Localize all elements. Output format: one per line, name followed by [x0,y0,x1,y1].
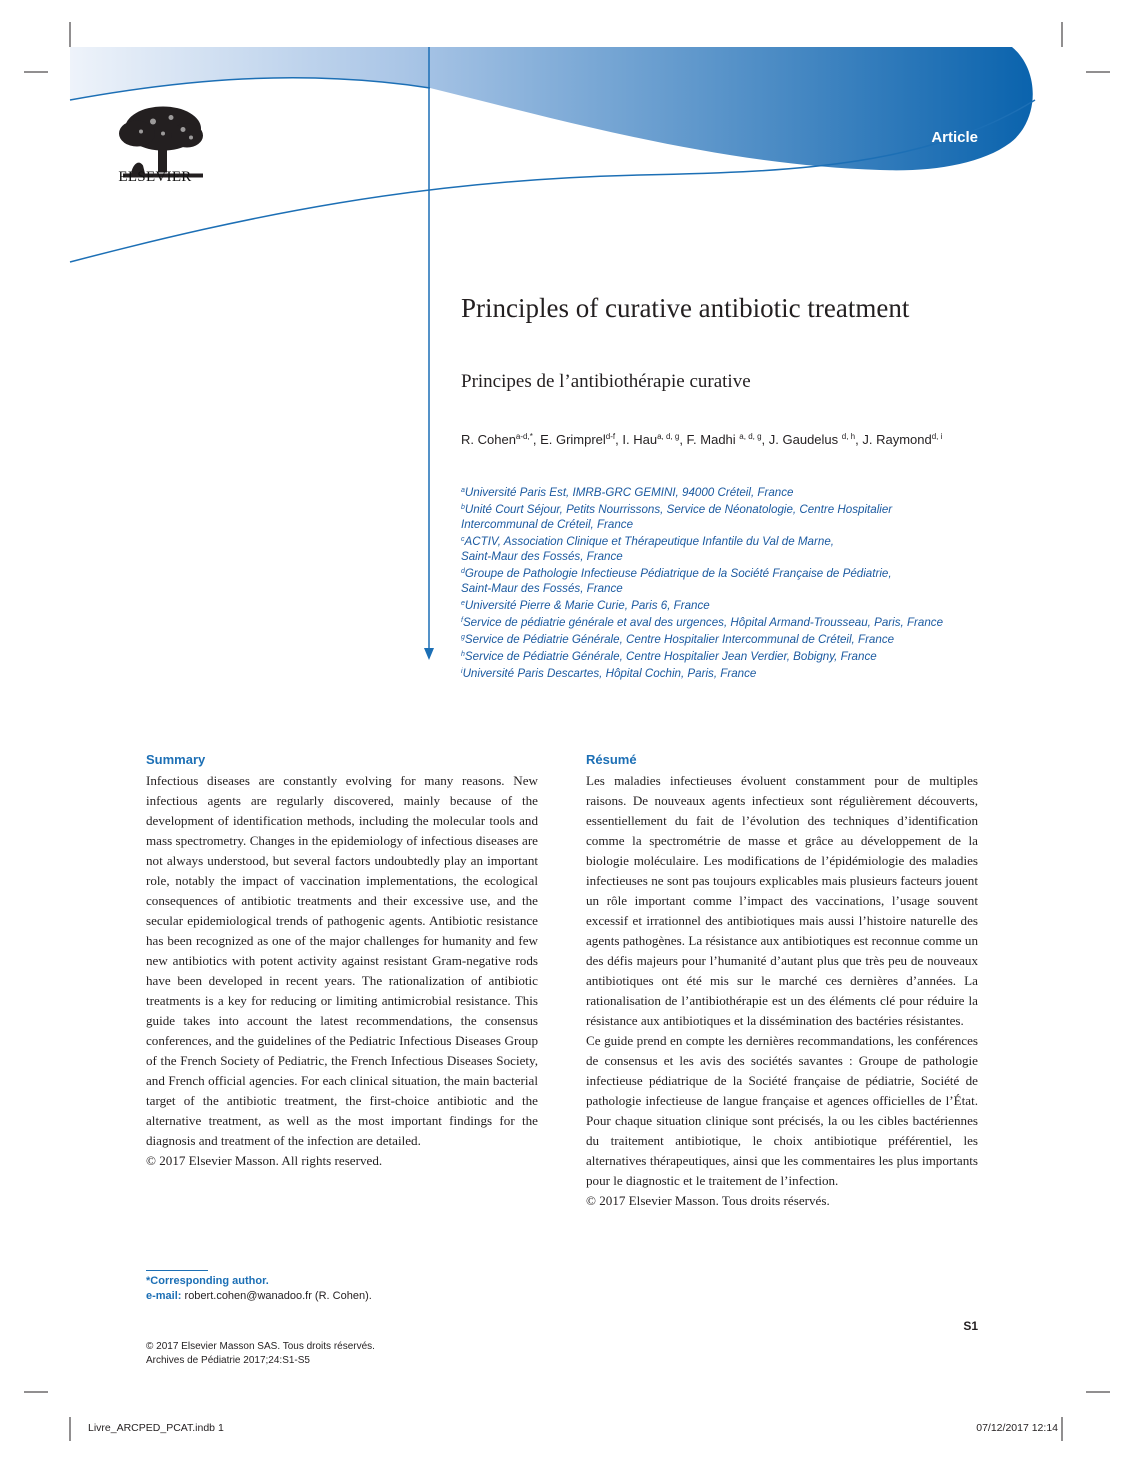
affiliation-line [461,647,1021,664]
page-number: S1 [963,1319,978,1333]
affiliation-text: Service de Pédiatrie Générale, Centre Hospitalier Jean Verdier, Bobigny, France [464,650,877,663]
print-slug-file: Livre_ARCPED_PCAT.indb 1 [88,1422,224,1434]
author-affiliation-marker: d, h [841,432,856,441]
affiliation-text: Université Pierre & Marie Curie, Paris 6, France [464,599,710,612]
author-separator: , [855,432,863,447]
author-name: J. Raymond [862,432,932,447]
header-band [70,47,1033,170]
author-name: F. Madhi [686,432,740,447]
affiliation-text: Service de Pédiatrie Générale, Centre Hospitalier Intercommunal de Créteil, France [464,633,895,646]
print-slug-date: 07/12/2017 12:14 [976,1422,1058,1434]
affiliation-marker: f [461,617,463,624]
affiliation-line [461,500,1021,517]
email-note [146,1290,372,1302]
affiliation-marker: c [461,536,465,543]
affiliation-marker: a [461,487,465,494]
author-separator: , [532,432,541,447]
author-name: R. Cohen [461,432,516,447]
article-subtitle: Principes de l’antibiothérapie curative [461,371,751,392]
affiliation-line [461,630,1021,647]
affiliation-marker: h [461,651,465,658]
arrow-head [424,648,434,660]
affiliation-marker: d [461,568,465,575]
author-affiliation-marker: a, d, g [657,432,680,441]
author-name: E. Grimprel [540,432,606,447]
resume-heading: Résumé [586,752,637,767]
author-list [461,432,1101,447]
resume-copyright: © 2017 Elsevier Masson. Tous droits réservés. [586,1193,830,1208]
affiliation-text: Service de pédiatrie générale et aval des urgences, Hôpital Armand-Trousseau, Paris, France [462,616,944,629]
author-separator: , [761,432,769,447]
author-separator: , [615,432,623,447]
footnote-rule [146,1270,208,1271]
summary-paragraph: Infectious diseases are constantly evolving for many reasons. New infectious agents are regularly discovered, mainly because of the development of identification methods, including the molecular tools and mass spectrometry. Changes in the epidemiology of infectious diseases are not always understood, but several factors undoubtedly play an important role, notably the impact of vaccination implementations, the ecological consequences of antibiotic treatments and their excessive use, and the secular epidemiological trends of pathogenic agents. Antibiotic resistance has been recognized as one of the major challenges for humanity and few new antibiotics with potent activity against resistant Gram-negative rods have been developed in recent years. The rationalization of antibiotic treatments is a key for reducing or limiting antimicrobial resistance. This guide takes into account the latest recommendations, the consensus conferences, and the guidelines of the Pediatric Infectious Diseases Group of the French Society of Pediatric, the French Infectious Diseases Society, and French official agencies. For each clinical situation, the main bacterial target of the antibiotic treatment, the first-choice antibiotic and the alternative treatment, as well as the most important findings for the diagnosis and treatment of the infection are detailed. [146,773,538,1148]
author-separator: , [679,432,687,447]
article-title: Principles of curative antibiotic treatment [461,293,910,323]
affiliation-line [461,581,1021,596]
affiliation-list [461,483,1021,681]
affiliation-text: ACTIV, Association Clinique et Thérapeutique Infantile du Val de Marne, [464,535,834,548]
affiliation-line [461,613,1021,630]
affiliation-text: Saint-Maur des Fossés, France [461,550,623,563]
summary-body [146,771,538,1171]
summary-copyright: © 2017 Elsevier Masson. All rights reserved. [146,1153,383,1168]
footer-copyright: © 2017 Elsevier Masson SAS. Tous droits réservés. [146,1341,375,1352]
affiliation-line [461,532,1021,549]
author-affiliation-marker: a-d,* [515,432,533,441]
affiliation-marker: g [461,634,465,641]
affiliation-text: Unité Court Séjour, Petits Nourrissons, Service de Néonatologie, Centre Hospitalier [464,503,893,516]
affiliation-line [461,564,1021,581]
affiliation-text: Groupe de Pathologie Infectieuse Pédiatrique de la Société Française de Pédiatrie, [464,567,892,580]
resume-body [586,771,978,1211]
footer-journal-citation: Archives de Pédiatrie 2017;24:S1-S5 [146,1355,310,1366]
email-value[interactable]: robert.cohen@wanadoo.fr (R. Cohen). [181,1290,372,1302]
author-affiliation-marker: a, d, g [739,432,762,441]
resume-paragraph: Les maladies infectieuses évoluent constamment pour de multiples raisons. De nouveaux agents infectieux sont régulièrement découverts, essentiellement du fait de l’évolution des techniques d’identification comme la spectrométrie de masse et grâce au développement de la biologie moléculaire. Les modifications de l’épidémiologie des maladies infectieuses ne sont pas toujours explicables mais plusieurs facteurs jouent un rôle important comme l’impact des vaccinations, l’usage souvent excessif et irrationnel des antibiotiques mais aussi l’histoire naturelle des agents pathogènes. La résistance aux antibiotiques est reconnue comme un des défis majeurs pour l’humanité d’autant plus que très peu de nouveaux antibiotiques ont été mis sur le marché ces dernières d’années. La rationalisation de l’antibiothérapie est un des éléments clé pour réduire la résistance aux antibiotiques et la dissémination des bactéries résistantes. [586,773,978,1028]
affiliation-text: Saint-Maur des Fossés, France [461,582,623,595]
affiliation-marker: b [461,504,465,511]
affiliation-text: Université Paris Est, IMRB-GRC GEMINI, 94000 Créteil, France [464,486,794,499]
summary-heading: Summary [146,752,206,767]
corresponding-author-note [146,1275,269,1287]
affiliation-marker: i [461,668,463,675]
affiliation-line [461,517,1021,532]
author-affiliation-marker: d-f [605,432,616,441]
email-label: e-mail: [146,1290,182,1302]
affiliation-line [461,596,1021,613]
publisher-wordmark: ELSEVIER [118,169,192,185]
resume-paragraph: Ce guide prend en compte les dernières recommandations, les conférences de consensus et les avis des sociétés savantes : Groupe de pathologie infectieuse pédiatrique de la Société française de pédiatrie, Société de pathologie infectieuse de langue française et agences officielles de l’État. Pour chaque situation clinique sont précisés, la ou les cibles bactériennes du traitement antibiotique, le choix antibiotique préférentiel, les alternatives thérapeutiques, ainsi que les commentaires les plus importants pour le diagnostic et le traitement de l’infection. [586,1033,978,1188]
affiliation-text: Université Paris Descartes, Hôpital Cochin, Paris, France [462,667,757,680]
article-type-label: Article [931,129,978,146]
affiliation-marker: e [461,600,465,607]
affiliation-line [461,483,1021,500]
affiliation-text: Intercommunal de Créteil, France [461,518,634,531]
author-name: I. Hau [622,432,658,447]
crop-marks [24,22,1110,1441]
author-name: J. Gaudelus [768,432,842,447]
corresponding-label: *Corresponding author. [146,1275,269,1287]
affiliation-line [461,664,1021,681]
author-affiliation-marker: d, i [931,432,943,441]
affiliation-line [461,549,1021,564]
